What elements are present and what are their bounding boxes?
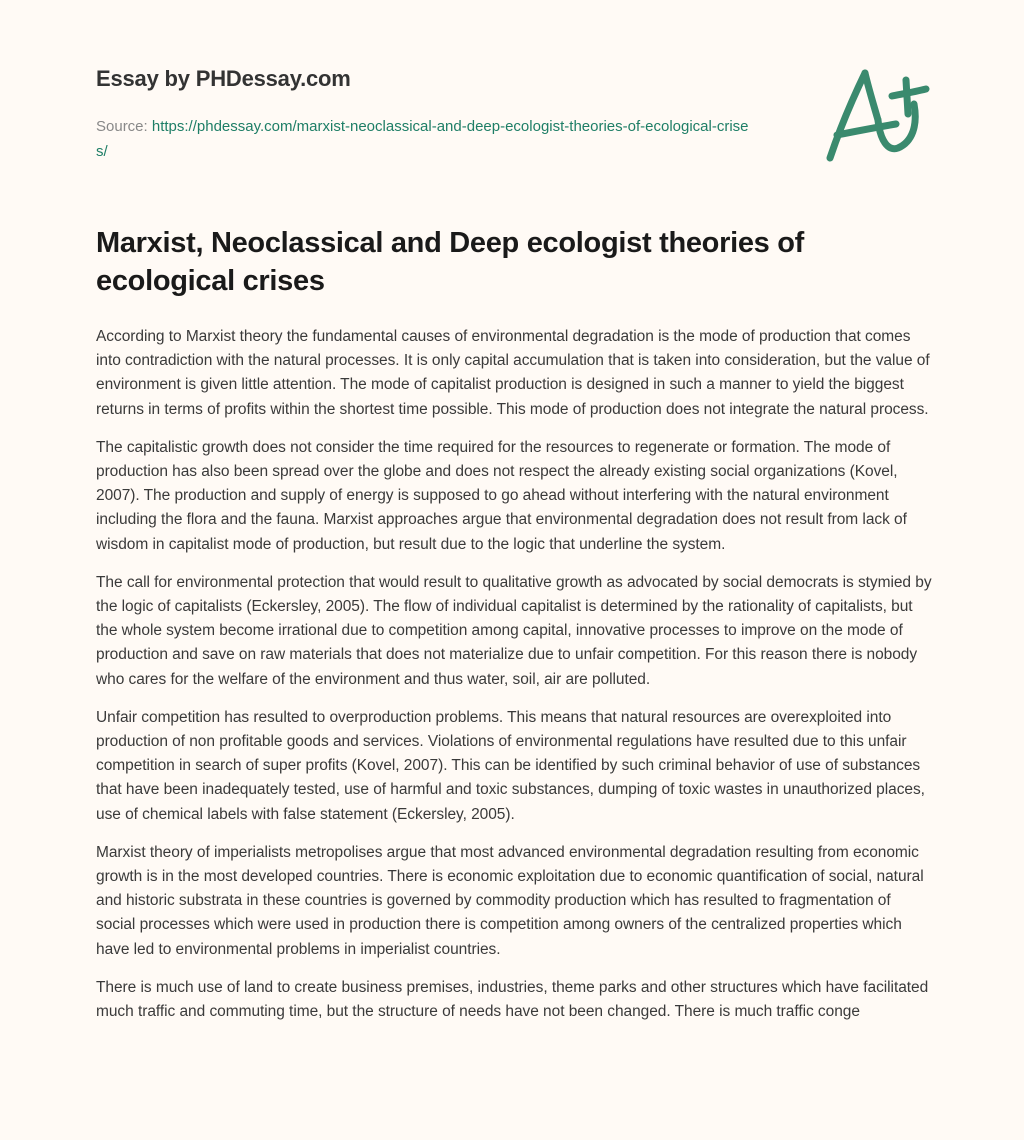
essay-article (96, 224, 932, 1038)
article-title: Marxist, Neoclassical and Deep ecologist theories of ecological crises (96, 227, 805, 297)
a-plus-grade-icon (822, 40, 932, 170)
paragraph: The capitalistic growth does not consider the time required for the resources to regenerate or formation. The mode of production has also been spread over the globe and does not respect the already existing social organizations (Kovel, 2007). The production and supply of energy is supposed to go ahead without interfering with the natural environment including the flora and the fauna. Marxist approaches argue that environmental degradation does not result from lack of wisdom in capitalist mode of production, but result due to the logic that underline the system. (96, 438, 907, 553)
source-label: Source: (96, 118, 148, 135)
source-line (96, 114, 756, 164)
essay-header (96, 64, 756, 164)
source-link[interactable]: https://phdessay.com/marxist-neoclassical-and-deep-ecologist-theories-of-ecological-crises/ (96, 118, 749, 160)
paragraph: Marxist theory of imperialists metropolises argue that most advanced environmental degradation resulting from economic growth is in the most developed countries. There is economic exploitation due to economic quantification of social, natural and historic substrata in these countries is governed by commodity production which has resulted to fragmentation of social processes which were used in production there is competition among owners of the centralized properties which have led to environmental problems in imperialist countries. (96, 843, 924, 958)
paragraph: The call for environmental protection that would result to qualitative growth as advocated by social democrats is stymied by the logic of capitalists (Eckersley, 2005). The flow of individual capitalist is determined by the rationality of capitalists, but the whole system become irrational due to competition among capital, innovative processes to improve on the mode of production and save on raw materials that does not materialize due to unfair competition. For this reason there is nobody who cares for the welfare of the environment and thus water, soil, air are polluted. (96, 573, 932, 688)
site-title: Essay by PHDessay.com (96, 66, 351, 91)
paragraph-truncated: There is much use of land to create business premises, industries, theme parks and other structures which have facilitated much traffic and commuting time, but the structure of needs have not been changed. There is much traffic conge (96, 978, 929, 1021)
paragraph: According to Marxist theory the fundamental causes of environmental degradation is the mode of production that comes into contradiction with the natural processes. It is only capital accumulation that is taken into consideration, but the value of environment is given little attention. The mode of capitalist production is designed in such a manner to yield the biggest returns in terms of profits within the shortest time possible. This mode of production does not integrate the natural process. (96, 328, 930, 418)
paragraph: Unfair competition has resulted to overproduction problems. This means that natural resources are overexploited into production of non profitable goods and services. Violations of environmental regulations have resulted due to this unfair competition in search of super profits (Kovel, 2007). This can be identified by such criminal behavior of use of substances that have been inadequately tested, use of harmful and toxic substances, dumping of toxic wastes in unauthorized places, use of chemical labels with false statement (Eckersley, 2005). (96, 708, 925, 823)
